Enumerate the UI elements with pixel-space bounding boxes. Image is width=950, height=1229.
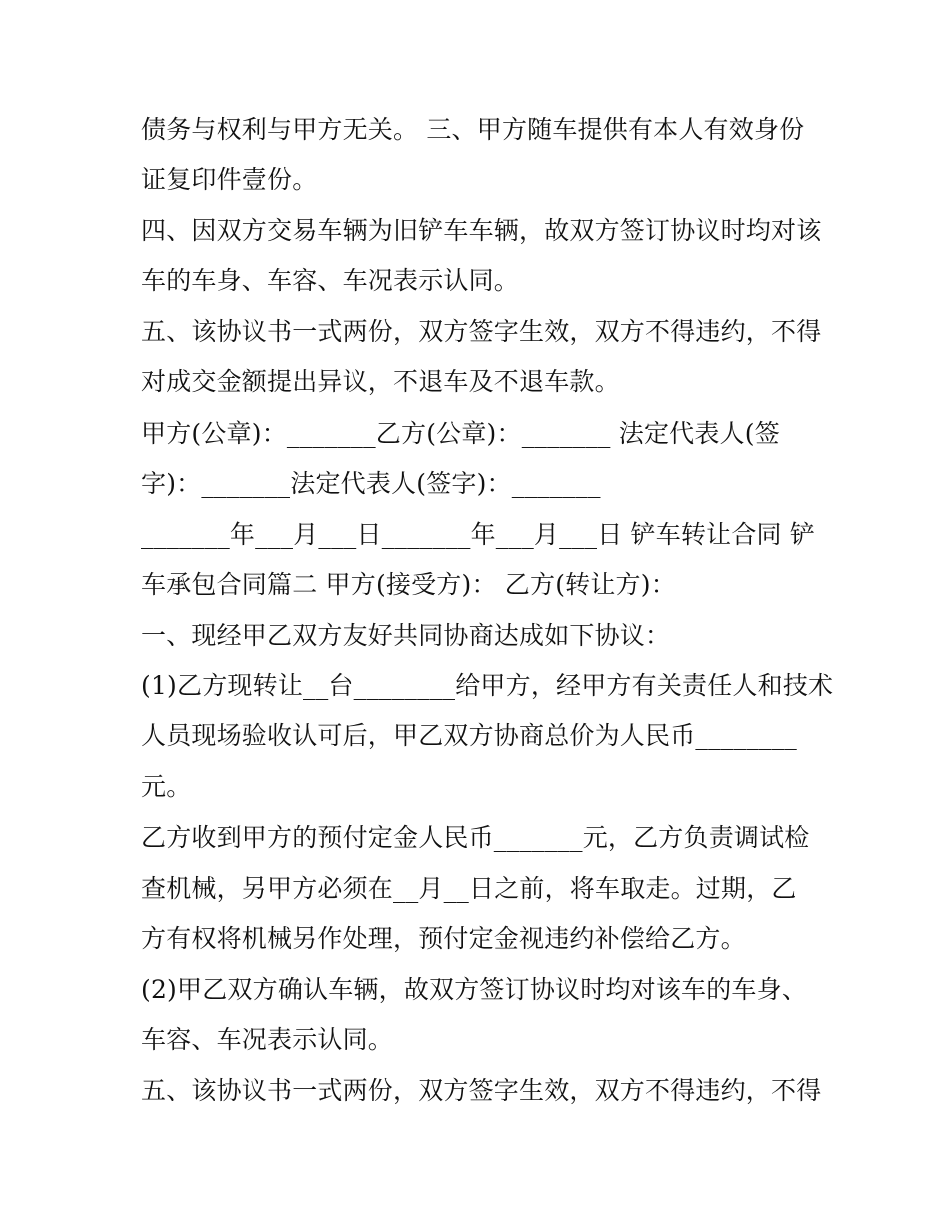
text-line: 对成交金额提出异议，不退车及不退车款。: [141, 367, 620, 396]
text-line: 人员现场验收认可后，甲乙双方协商总价为人民币________: [141, 721, 798, 750]
text-line: 五、该协议书一式两份，双方签字生效，双方不得违约，不得: [141, 1076, 822, 1105]
text-line: 一、现经甲乙双方友好共同协商达成如下协议：: [141, 621, 671, 650]
text-line: 车容、车况表示认同。: [141, 1025, 394, 1054]
text-line: 债务与权利与甲方无关。 三、甲方随车提供有本人有效身份: [141, 115, 805, 144]
text-line: 证复印件壹份。: [141, 165, 318, 194]
text-line: 查机械，另甲方必须在__月__日之前，将车取走。过期，乙: [141, 874, 797, 903]
text-line: (1)乙方现转让__台________给甲方，经甲方有关责任人和技术: [141, 671, 834, 700]
text-line: 甲方(公章)：_______乙方(公章)：_______ 法定代表人(签: [141, 419, 780, 448]
text-line: 方有权将机械另作处理，预付定金视违约补偿给乙方。: [141, 924, 746, 953]
text-line: (2)甲乙双方确认车辆，故双方签订协议时均对该车的车身、: [141, 975, 808, 1004]
text-line: 五、该协议书一式两份，双方签字生效，双方不得违约，不得: [141, 317, 822, 346]
text-line: 车的车身、车容、车况表示认同。: [141, 266, 520, 295]
text-line: 元。: [141, 772, 192, 801]
text-line: 字)：_______法定代表人(签字)：_______: [141, 469, 601, 498]
text-line: 四、因双方交易车辆为旧铲车车辆，故双方签订协议时均对该: [141, 216, 822, 245]
text-line: 车承包合同篇二 甲方(接受方)： 乙方(转让方)：: [141, 570, 676, 599]
text-line: 乙方收到甲方的预付定金人民币_______元，乙方负责调试检: [141, 823, 810, 852]
text-line: _______年___月___日_______年___月___日 铲车转让合同 铲: [141, 520, 816, 549]
